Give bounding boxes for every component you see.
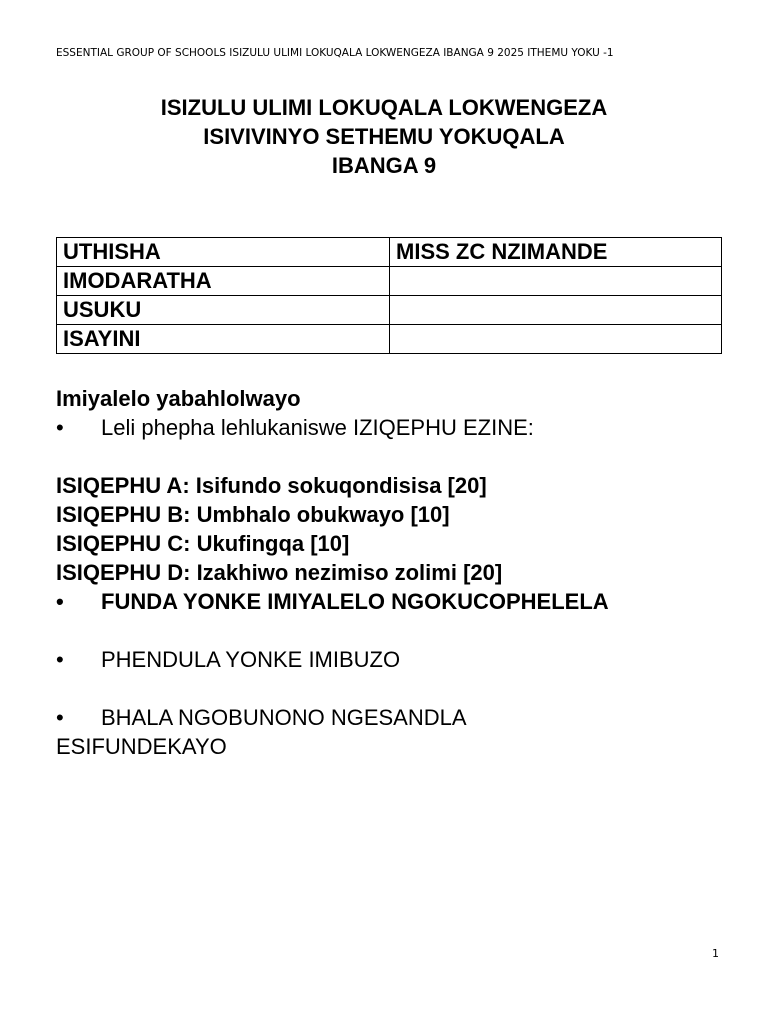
signature-label: ISAYINI xyxy=(57,325,390,354)
table-row xyxy=(57,296,722,325)
instructions-block xyxy=(56,384,736,761)
section-a: ISIQEPHU A: Isifundo sokuqondisisa [20] xyxy=(56,473,487,498)
bullet-glyph: • xyxy=(56,647,64,672)
teacher-label: UTHISHA xyxy=(57,238,390,267)
moderator-label: IMODARATHA xyxy=(57,267,390,296)
list-item xyxy=(56,587,736,616)
list-item xyxy=(56,645,736,674)
title-line-2: ISIVIVINYO SETHEMU YOKUQALA xyxy=(203,124,565,149)
date-value xyxy=(390,296,722,325)
answer-all-instruction: PHENDULA YONKE IMIBUZO xyxy=(101,647,401,672)
write-neatly-instruction: BHALA NGOBUNONO NGESANDLA xyxy=(101,705,467,730)
read-all-instruction: FUNDA YONKE IMIYALELO NGOKUCOPHELELA xyxy=(101,589,609,614)
learner-info-table xyxy=(56,237,722,354)
date-label: USUKU xyxy=(57,296,390,325)
teacher-value: MISS ZC NZIMANDE xyxy=(390,238,722,267)
title-line-1: ISIZULU ULIMI LOKUQALA LOKWENGEZA xyxy=(160,95,608,120)
title-line-3: IBANGA 9 xyxy=(331,153,437,178)
list-item xyxy=(56,413,736,442)
moderator-value xyxy=(390,267,722,296)
section-b: ISIQEPHU B: Umbhalo obukwayo [10] xyxy=(56,502,450,527)
table-row xyxy=(57,325,722,354)
instructions-heading: Imiyalelo yabahlolwayo xyxy=(56,386,301,411)
intro-text: Leli phepha lehlukaniswe IZIQEPHU EZINE: xyxy=(101,415,534,440)
signature-value xyxy=(390,325,722,354)
page-number: 1 xyxy=(712,947,719,960)
section-d: ISIQEPHU D: Izakhiwo nezimiso zolimi [20] xyxy=(56,560,503,585)
bullet-glyph: • xyxy=(56,589,64,614)
document-title xyxy=(0,93,768,180)
list-item xyxy=(56,703,736,732)
bullet-glyph: • xyxy=(56,415,64,440)
write-neatly-continuation: ESIFUNDEKAYO xyxy=(56,734,227,759)
table-row xyxy=(57,267,722,296)
section-c: ISIQEPHU C: Ukufingqa [10] xyxy=(56,531,350,556)
bullet-glyph: • xyxy=(56,705,64,730)
table-row xyxy=(57,238,722,267)
running-header: ESSENTIAL GROUP OF SCHOOLS ISIZULU ULIMI LOKUQALA LOKWENGEZA IBANGA 9 2025 ITHEMU YOKU -1 xyxy=(56,47,614,59)
